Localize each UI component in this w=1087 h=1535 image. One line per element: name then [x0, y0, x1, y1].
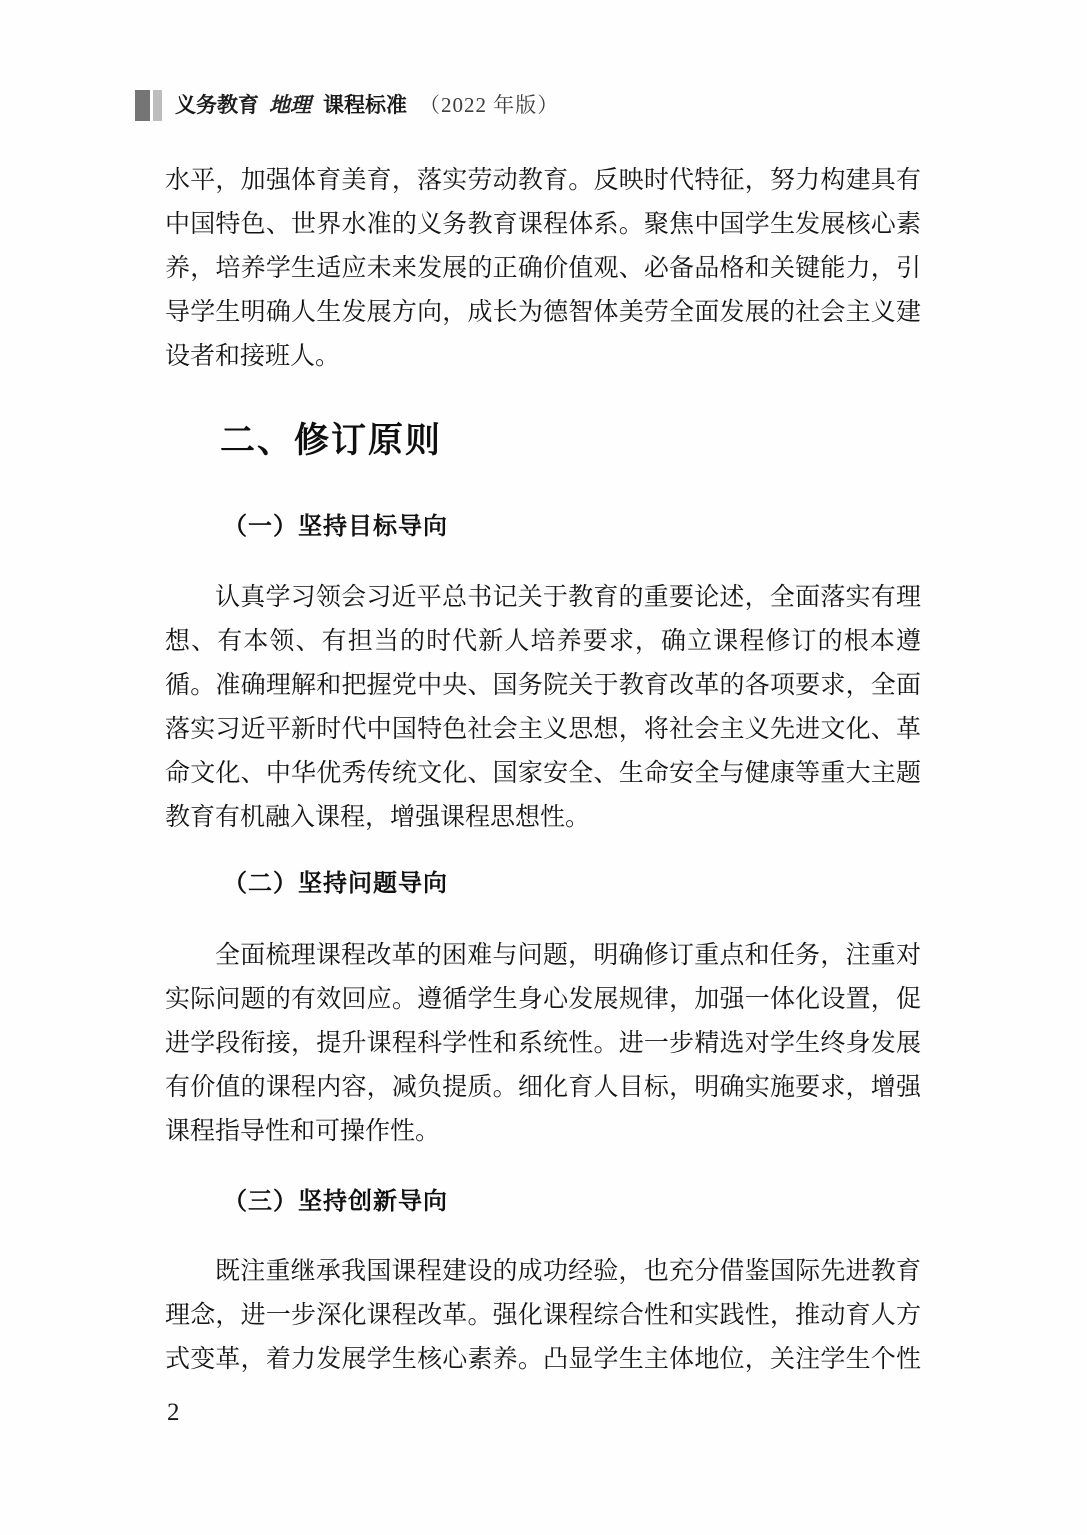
header-subject-title: 地理 [269, 93, 311, 117]
header-series-title: 义务教育 [175, 93, 259, 117]
subsection-heading-2: （二）坚持问题导向 [223, 870, 448, 897]
paragraph-line: 水平，加强体育美育，落实劳动教育。反映时代特征，努力构建具有 [165, 167, 921, 194]
paragraph-line: 中国特色、世界水准的义务教育课程体系。聚焦中国学生发展核心素 [165, 211, 921, 238]
paragraph-line: 全面梳理课程改革的困难与问题，明确修订重点和任务，注重对 [215, 942, 921, 969]
paragraph-line: 进学段衔接，提升课程科学性和系统性。进一步精选对学生终身发展 [165, 1030, 921, 1057]
header-bar-dark-icon [135, 90, 150, 121]
intro-paragraph [165, 159, 921, 379]
paragraph-line: 既注重继承我国课程建设的成功经验，也充分借鉴国际先进教育 [215, 1258, 921, 1285]
subsection-1-paragraph [165, 576, 921, 840]
paragraph-line: 想、有本领、有担当的时代新人培养要求，确立课程修订的根本遵 [165, 628, 921, 655]
header-bar-light-icon [153, 90, 162, 121]
header-doc-type: 课程标准 [323, 93, 407, 117]
paragraph-line: 认真学习领会习近平总书记关于教育的重要论述，全面落实有理 [215, 584, 921, 611]
paragraph-line: 理念，进一步深化课程改革。强化课程综合性和实践性，推动育人方 [165, 1302, 921, 1329]
paragraph-line: 导学生明确人生发展方向，成长为德智体美劳全面发展的社会主义建 [165, 299, 921, 326]
paragraph-line: 设者和接班人。 [165, 343, 341, 370]
paragraph-line: 养，培养学生适应未来发展的正确价值观、必备品格和关键能力，引 [165, 255, 921, 282]
paragraph-line: 落实习近平新时代中国特色社会主义思想，将社会主义先进文化、革 [165, 716, 921, 743]
paragraph-line: 有价值的课程内容，减负提质。细化育人目标，明确实施要求，增强 [165, 1074, 921, 1101]
paragraph-line: 式变革，着力发展学生核心素养。凸显学生主体地位，关注学生个性 [165, 1346, 921, 1373]
subsection-heading-1: （一）坚持目标导向 [223, 513, 448, 540]
header-edition: （2022 年版） [419, 93, 560, 117]
paragraph-line: 课程指导性和可操作性。 [165, 1118, 441, 1145]
section-heading: 二、修订原则 [220, 421, 443, 460]
subsection-heading-3: （三）坚持创新导向 [223, 1188, 448, 1215]
page-number: 2 [167, 1399, 180, 1426]
paragraph-line: 命文化、中华优秀传统文化、国家安全、生命安全与健康等重大主题 [165, 760, 921, 787]
subsection-3-paragraph [165, 1250, 921, 1382]
subsection-2-paragraph [165, 934, 921, 1154]
paragraph-line: 实际问题的有效回应。遵循学生身心发展规律，加强一体化设置，促 [165, 986, 921, 1013]
paragraph-line: 循。准确理解和把握党中央、国务院关于教育改革的各项要求，全面 [165, 672, 921, 699]
paragraph-line: 教育有机融入课程，增强课程思想性。 [165, 804, 591, 831]
page-content [165, 0, 921, 1382]
